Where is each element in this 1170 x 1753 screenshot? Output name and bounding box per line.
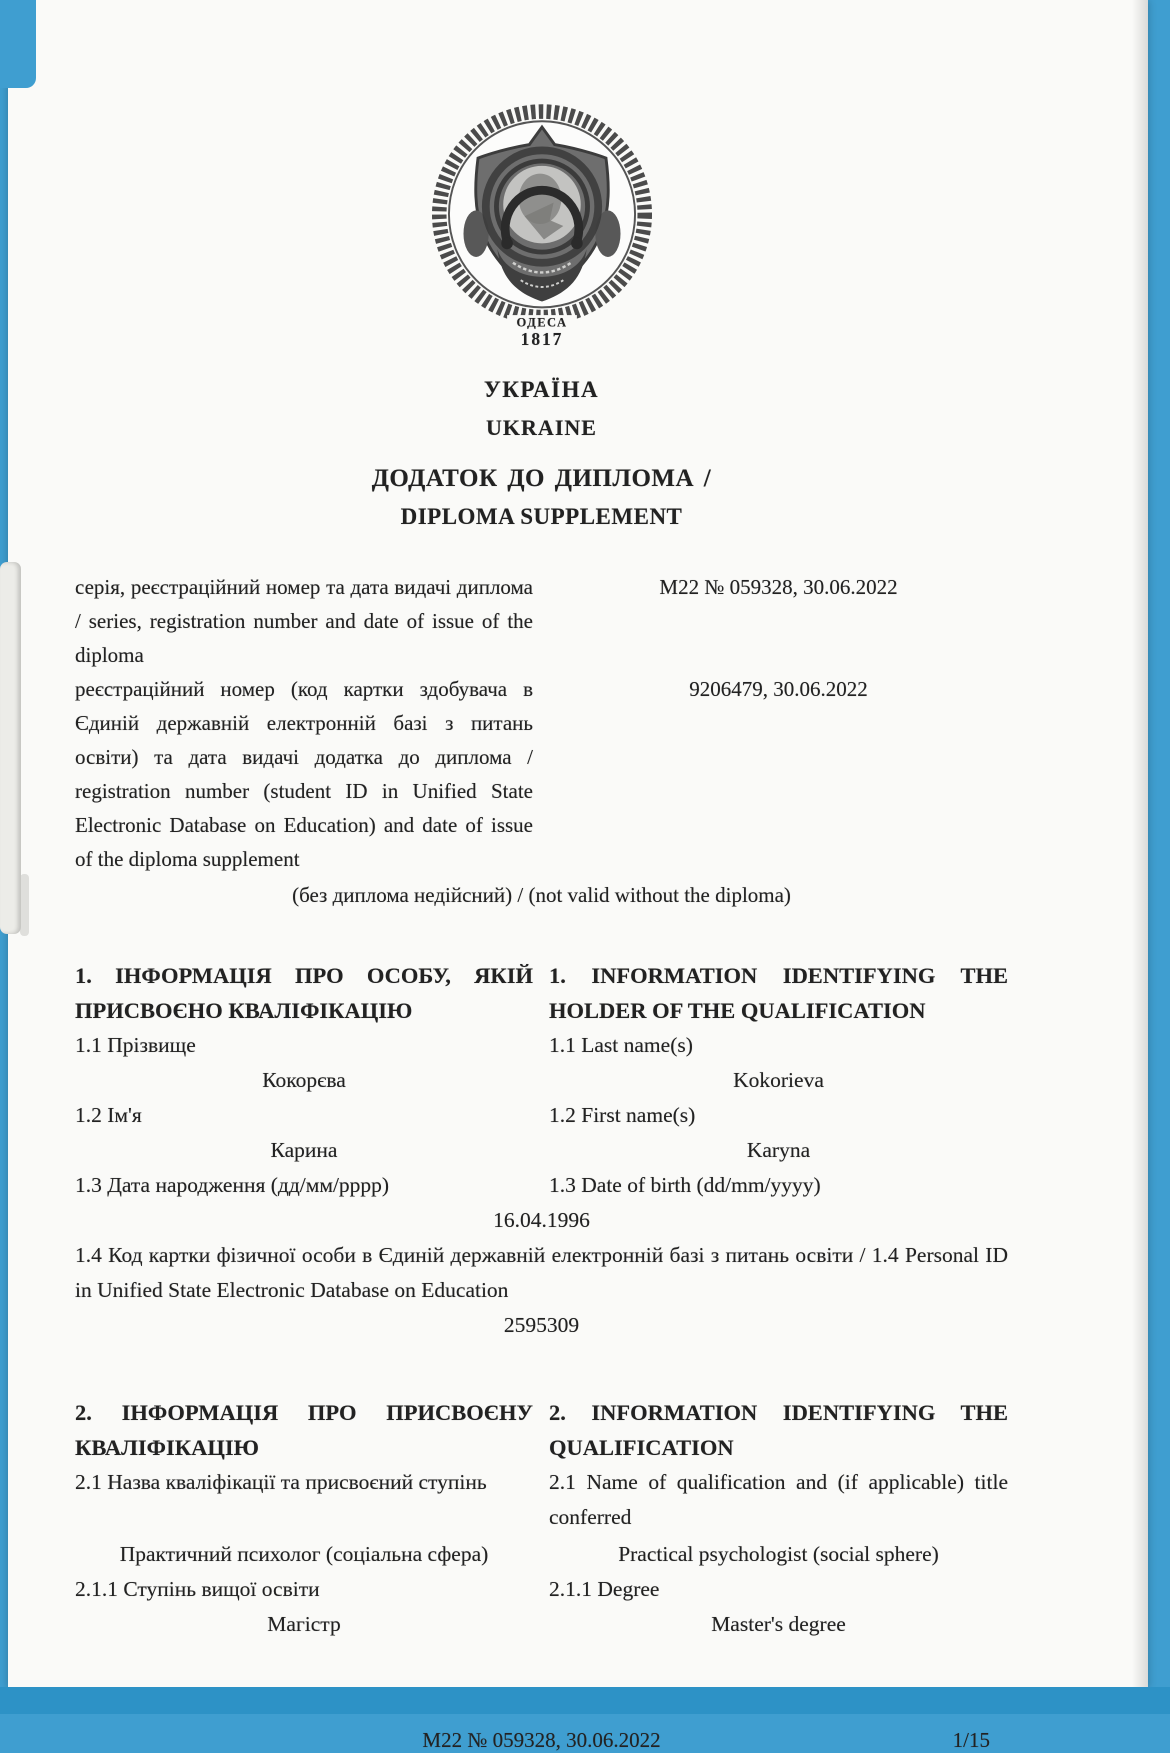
item-1-1-uk: 1.1 Прізвище bbox=[75, 1033, 196, 1057]
document-page bbox=[8, 0, 1148, 1752]
degree-uk: Магістр bbox=[267, 1612, 341, 1636]
item-1-3-en: 1.3 Date of birth (dd/mm/yyyy) bbox=[549, 1173, 821, 1197]
item-2-1-1-en: 2.1.1 Degree bbox=[549, 1577, 660, 1601]
personal-id-value: 2595309 bbox=[503, 1313, 580, 1337]
registration-number-row bbox=[75, 672, 1008, 876]
university-seal bbox=[75, 0, 1008, 363]
scanner-bed-strip bbox=[0, 1687, 1170, 1714]
item-1-2-en: 1.2 First name(s) bbox=[549, 1103, 696, 1127]
item-2-1-en: 2.1 Name of qualification and (if applicable) title conferred bbox=[549, 1470, 1008, 1529]
section-2 bbox=[75, 1395, 1008, 1642]
seal-city-label: ОДЕСА bbox=[515, 315, 568, 330]
last-name-en: Kokorieva bbox=[733, 1068, 824, 1092]
university-seal-icon bbox=[416, 90, 668, 358]
registration-number-label: реєстраційний номер (код картки здобувача в Єдиній державній електронній базі з питань освіти) та дата видачі додатка до диплома / registration number (student ID in Unified State Electronic Database on Education) and date of issue of the diploma supplement bbox=[75, 677, 533, 871]
qualification-en: Practical psychologist (social sphere) bbox=[618, 1542, 939, 1566]
first-name-uk: Карина bbox=[270, 1138, 338, 1162]
registration-number-value: 9206479, 30.06.2022 bbox=[689, 677, 868, 701]
section1-heading-uk: 1. ІНФОРМАЦІЯ ПРО ОСОБУ, ЯКІЙ ПРИСВОЄНО КВАЛІФІКАЦІЮ bbox=[75, 963, 533, 1023]
item-1-4: 1.4 Код картки фізичної особи в Єдиній державній електронній базі з питань освіти / 1.4 Personal ID in Unified State Electronic Database on Education bbox=[75, 1243, 1008, 1302]
qualification-uk: Практичний психолог (соціальна сфера) bbox=[119, 1542, 489, 1566]
series-label: серія, реєстраційний номер та дата видачі диплома / series, registration number and date of issue of the diploma bbox=[75, 575, 533, 667]
birth-date-value: 16.04.1996 bbox=[493, 1208, 590, 1232]
item-2-1-uk: 2.1 Назва кваліфікації та присвоєний ступінь bbox=[75, 1470, 487, 1494]
first-name-en: Karyna bbox=[746, 1138, 811, 1162]
validity-note: (без диплома недійсний) / (not valid without the diploma) bbox=[292, 883, 791, 907]
last-name-uk: Кокорєва bbox=[262, 1068, 346, 1092]
item-2-1-1-uk: 2.1.1 Ступінь вищої освіти bbox=[75, 1577, 320, 1601]
item-1-2-uk: 1.2 Ім'я bbox=[75, 1103, 142, 1127]
page-footer bbox=[75, 1728, 1008, 1753]
item-1-3-uk: 1.3 Дата народження (дд/мм/рррр) bbox=[75, 1173, 390, 1197]
footer-page-number: 1/15 bbox=[952, 1728, 990, 1752]
series-value: М22 № 059328, 30.06.2022 bbox=[659, 575, 898, 599]
item-1-1-en: 1.1 Last name(s) bbox=[549, 1033, 693, 1057]
footer-doc-number: М22 № 059328, 30.06.2022 bbox=[422, 1728, 661, 1752]
country-name-uk: УКРАЇНА bbox=[483, 377, 600, 402]
series-row bbox=[75, 570, 1008, 672]
section2-heading-en: 2. INFORMATION IDENTIFYING THE QUALIFICATION bbox=[549, 1400, 1008, 1460]
section2-heading-uk: 2. ІНФОРМАЦІЯ ПРО ПРИСВОЄНУ КВАЛІФІКАЦІЮ bbox=[75, 1400, 533, 1460]
section-1 bbox=[75, 958, 1008, 1343]
degree-en: Master's degree bbox=[711, 1612, 846, 1636]
seal-year-label: 1817 bbox=[520, 329, 563, 350]
page-title-en: DIPLOMA SUPPLEMENT bbox=[400, 504, 683, 529]
page-title-uk: ДОДАТОК ДО ДИПЛОМА / bbox=[371, 465, 712, 492]
country-name-en: UKRAINE bbox=[486, 415, 597, 440]
section1-heading-en: 1. INFORMATION IDENTIFYING THE HOLDER OF THE QUALIFICATION bbox=[549, 963, 1008, 1023]
